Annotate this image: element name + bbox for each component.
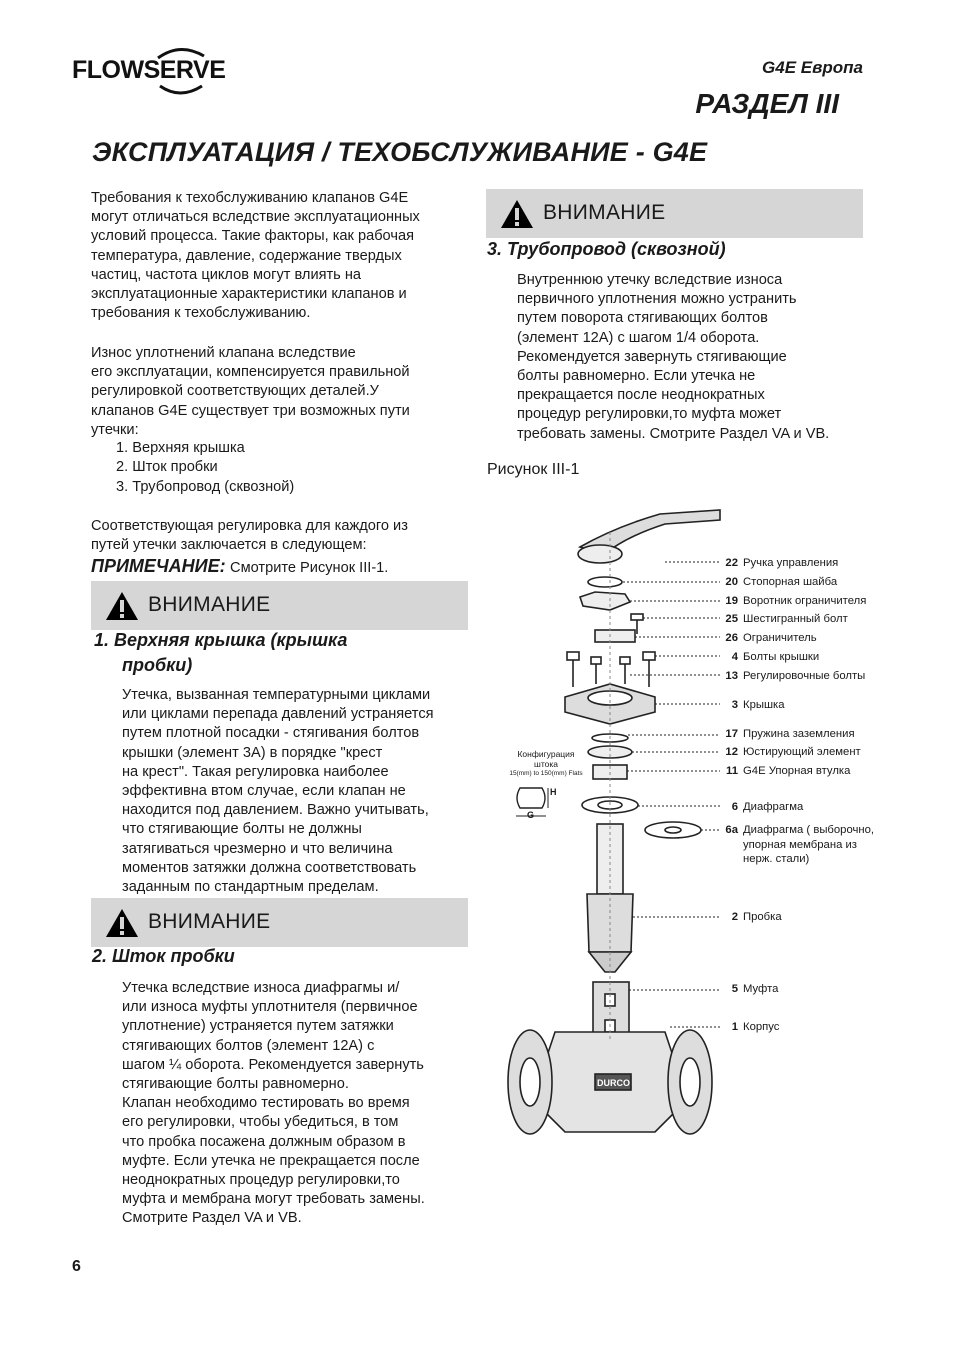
callout-label: Стопорная шайба: [743, 576, 838, 588]
callout-number: 19: [725, 595, 738, 607]
stem-flats-diagram: [512, 782, 572, 826]
flowserve-logo: FLOWSERVE: [72, 56, 226, 84]
callout-number: 22: [725, 557, 738, 569]
text-line: уплотнение) устраняется путем затяжки: [122, 1018, 394, 1035]
text-line: эксплуатационные характеристики клапанов и: [91, 286, 407, 303]
valve-exploded-diagram: [495, 502, 725, 1162]
callout-item: [720, 670, 865, 682]
callout-item: [720, 595, 866, 607]
callout-number: 6a: [725, 824, 738, 836]
text-line: Утечка вследствие износа диафрагмы и/: [122, 980, 400, 996]
callout-number: 20: [725, 576, 738, 588]
text-line: прекращается после неоднократных: [517, 387, 765, 404]
section-3-body: [517, 271, 867, 444]
callout-number: 3: [731, 699, 738, 711]
text-line: его эксплуатации, компенсируется правильной: [91, 364, 410, 381]
callout-item: [720, 613, 848, 625]
list-item: 2. Шток пробки: [116, 459, 218, 476]
callout-label: нерж. стали): [743, 853, 810, 865]
note-text: Смотрите Рисунок III-1.: [230, 560, 389, 576]
text-line: муфте. Если утечка не прекращается после: [122, 1152, 420, 1169]
text-line: могут отличаться вследствие эксплуатационных: [91, 209, 420, 226]
text-line: стягивающие болты равномерно.: [122, 1076, 349, 1093]
callout-item: [720, 765, 850, 777]
callout-number: 4: [731, 651, 738, 663]
text-line: находится под давлением. Важно учитывать,: [122, 802, 429, 819]
caption-line: штока: [534, 758, 558, 769]
text-line: Требования к техобслуживанию клапанов G4E: [91, 190, 409, 206]
callout-label: Шестигранный болт: [743, 613, 848, 625]
text-line: шагом ¼ оборота. Рекомендуется завернуть: [122, 1056, 424, 1073]
text-line: требовать замены. Смотрите Раздел VA и VB.: [517, 425, 830, 442]
callout-label: Воротник ограничителя: [743, 595, 867, 607]
callout-label: G4E Упорная втулка: [743, 765, 851, 777]
callout-label: Диафрагма: [743, 801, 804, 813]
callout-number: 12: [725, 746, 738, 758]
dim-h: H: [550, 787, 557, 797]
text-line: Износ уплотнений клапана вследствие: [91, 345, 356, 361]
text-line: что пробка посажена должным образом в: [122, 1133, 406, 1150]
list-item: 3. Трубопровод (сквозной): [116, 478, 295, 495]
callout-item: [720, 728, 855, 740]
caption-line: Конфигурация: [517, 749, 575, 759]
callout-item: [720, 853, 809, 865]
text-line: болты равномерно. Если утечка не: [517, 368, 756, 385]
warning-banner-3: [486, 189, 863, 238]
intro-paragraph: [91, 189, 471, 323]
note-label: ПРИМЕЧАНИЕ:: [91, 556, 226, 576]
callout-number: 25: [725, 613, 738, 625]
callout-item: [720, 746, 861, 758]
text-line: Внутреннюю утечку вследствие износа: [517, 272, 783, 288]
callout-item: [720, 557, 838, 569]
callout-label: Юстирующий элемент: [743, 746, 861, 758]
callout-item: [720, 824, 874, 836]
callout-item: [720, 801, 803, 813]
note: [91, 556, 388, 577]
text-line: или износа муфты уплотнителя (первичное: [122, 999, 418, 1016]
text-line: частиц, частота циклов могут влиять на: [91, 266, 362, 283]
text-line: требования к техобслуживанию.: [91, 305, 311, 322]
text-line: клапанов G4E существует три возможных пути: [91, 402, 410, 419]
text-line: на крест". Такая регулировка наиболее: [122, 763, 389, 780]
callout-label: упорная мембрана из: [743, 839, 857, 851]
text-line: муфта и мембрана могут требовать замены.: [122, 1191, 425, 1208]
text-line: условий процесса. Такие факторы, как рабочая: [91, 228, 414, 245]
callout-item: [720, 651, 819, 663]
warning-icon: [105, 591, 139, 621]
callout-item: [720, 576, 837, 588]
warning-label: ВНИМАНИЕ: [148, 910, 271, 933]
body-plate-label: DURCO: [597, 1078, 630, 1088]
callout-label: Корпус: [743, 1021, 780, 1033]
callout-item: [720, 911, 782, 923]
text-line: регулировкой соответствующих деталей.У: [91, 383, 379, 400]
section-3-heading: 3. Трубопровод (сквозной): [487, 239, 726, 259]
callout-label: Крышка: [743, 699, 785, 711]
text-line: (элемент 12А) с шагом 1/4 оборота.: [517, 329, 760, 346]
text-line: путем плотной посадки - стягивания болтов: [122, 725, 420, 742]
callout-label: Ручка управления: [743, 557, 839, 569]
text-line: утечки:: [91, 421, 139, 438]
warning-icon: [500, 199, 534, 229]
callout-label: Регулировочные болты: [743, 670, 866, 682]
callout-number: 11: [726, 765, 738, 777]
document-title: G4E Европа: [762, 58, 863, 77]
figure-label: Рисунок III-1: [487, 461, 580, 478]
text-line: крышки (элемент 3А) в порядке "крест: [122, 744, 383, 761]
warning-banner-1: [91, 581, 468, 630]
stem-config-caption: [486, 750, 606, 779]
callout-number: 13: [725, 670, 738, 682]
text-line: путей утечки заключается в следующем:: [91, 537, 367, 554]
page-title: ЭКСПЛУАТАЦИЯ / ТЕХОБСЛУЖИВАНИЕ - G4E: [92, 137, 708, 167]
text-line: его регулировки, чтобы убедиться, в том: [122, 1114, 399, 1131]
text-line: эффективна втом случае, если клапан не: [122, 783, 406, 800]
adjust-paragraph: [91, 517, 471, 555]
text-line: стягивающих болтов (элемент 12А) с: [122, 1037, 375, 1054]
text-line: Рекомендуется завернуть стягивающие: [517, 348, 787, 365]
section-1-body: [122, 686, 468, 897]
text-line: Соответствующая регулировка для каждого из: [91, 518, 408, 534]
callout-label: Пробка: [743, 911, 782, 923]
leak-paths-list: [116, 439, 294, 497]
callout-label: Диафрагма ( выборочно,: [743, 824, 875, 836]
text-line: процедур регулировки,то муфта может: [517, 406, 782, 423]
callout-item: [720, 1021, 779, 1033]
text-line: неоднократных процедур регулировки,то: [122, 1172, 400, 1189]
heading-line: 1. Верхняя крышка (крышка: [94, 630, 348, 650]
callout-label: Муфта: [743, 983, 779, 995]
text-line: что стягивающие болты не должны: [122, 821, 362, 838]
callout-item: [720, 839, 857, 851]
warning-icon: [105, 908, 139, 938]
callout-number: 6: [731, 801, 738, 813]
dim-g: G: [527, 810, 535, 820]
callout-number: 1: [731, 1021, 738, 1033]
section-1-heading: [94, 628, 347, 678]
section-2-heading: 2. Шток пробки: [92, 946, 235, 966]
list-item: 1. Верхняя крышка: [116, 440, 245, 456]
warning-label: ВНИМАНИЕ: [543, 201, 666, 224]
callout-label: Пружина заземления: [743, 728, 855, 740]
heading-line: пробки): [122, 655, 193, 675]
section-title: РАЗДЕЛ III: [695, 88, 839, 119]
page-number: 6: [72, 1258, 81, 1275]
text-line: заданным по стандартным пределам.: [122, 879, 379, 896]
logo-arc-icon: [150, 42, 210, 98]
callout-number: 26: [725, 632, 738, 644]
callout-number: 2: [731, 911, 738, 923]
callout-item: [720, 632, 817, 644]
text-line: первичного уплотнения можно устранить: [517, 291, 797, 308]
wear-paragraph: [91, 344, 471, 440]
text-line: путем поворота стягивающих болтов: [517, 310, 768, 327]
text-line: температура, давление, содержание твердых: [91, 247, 402, 264]
warning-label: ВНИМАНИЕ: [148, 593, 271, 616]
callout-label: Ограничитель: [743, 632, 817, 644]
text-line: или циклами перепада давлений устраняется: [122, 706, 434, 723]
text-line: Утечка, вызванная температурными циклами: [122, 687, 431, 703]
text-line: Клапан необходимо тестировать во время: [122, 1095, 410, 1112]
callout-item: [720, 699, 785, 711]
callout-item: [720, 983, 778, 995]
callout-number: 5: [731, 983, 738, 995]
callout-number: 17: [725, 728, 738, 740]
text-line: затягиваться чрезмерно и что величина: [122, 840, 393, 857]
caption-line: 15(mm) to 150(mm) Flats: [509, 770, 583, 777]
warning-banner-2: [91, 898, 468, 947]
callout-label: Болты крышки: [743, 651, 820, 663]
text-line: моментов затяжки должна соответствовать: [122, 859, 417, 876]
section-2-body: [122, 979, 468, 1229]
text-line: Смотрите Раздел VA и VB.: [122, 1210, 302, 1227]
